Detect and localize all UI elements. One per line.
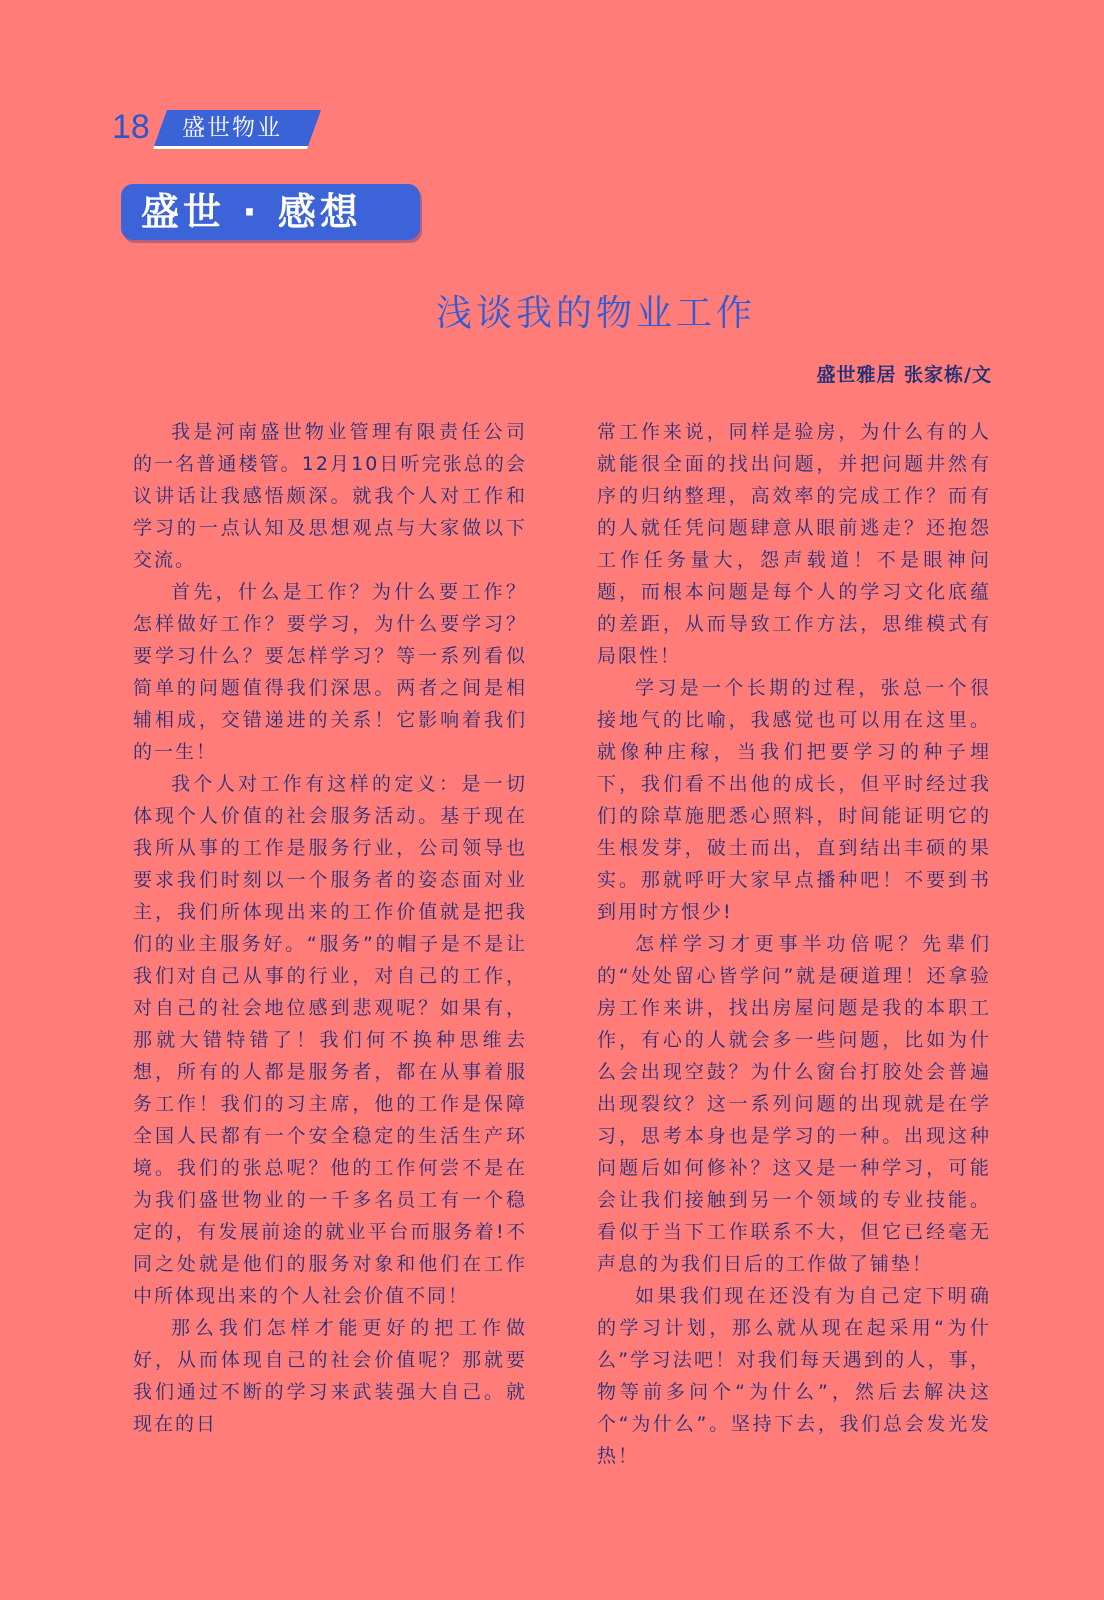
- right-column: [597, 416, 991, 1472]
- paragraph: 我个人对工作有这样的定义：是一切体现个人价值的社会服务活动。基于现在我所从事的工作是服务行业，公司领导也要求我们时刻以一个服务者的姿态面对业主，我们所体现出来的工作价值就是把我们的业主服务好。“服务”的帽子是不是让我们对自己从事的行业，对自己的工作，对自己的社会地位感到悲观呢？如果有，那就大错特错了！我们何不换种思维去想，所有的人都是服务者，都在从事着服务工作！我们的习主席，他的工作是保障全国人民都有一个安全稳定的生活生产环境。我们的张总呢？他的工作何尝不是在为我们盛世物业的一千多名员工有一个稳定的，有发展前途的就业平台而服务着!不同之处就是他们的服务对象和他们在工作中所体现出来的个人社会价值不同！: [133, 773, 527, 1307]
- paragraph: 我是河南盛世物业管理有限责任公司的一名普通楼管。12月10日听完张总的会议讲话让我感悟颇深。就我个人对工作和学习的一点认知及思想观点与大家做以下交流。: [133, 421, 527, 571]
- paragraph: 学习是一个长期的过程，张总一个很接地气的比喻，我感觉也可以用在这里。就像种庄稼，当我们把要学习的种子埋下，我们看不出他的成长，但平时经过我们的除草施肥悉心照料，时间能证明它的生根发芽，破土而出，直到结出丰硕的果实。那就呼吁大家早点播种吧！不要到书到用时方恨少!: [597, 677, 991, 923]
- paragraph-continuation: 常工作来说，同样是验房，为什么有的人就能很全面的找出问题，并把问题井然有序的归纳整理，高效率的完成工作？而有的人就任凭问题肆意从眼前逃走？还抱怨工作任务量大，怨声载道！不是眼神问题，而根本问题是每个人的学习文化底蕴的差距，从而导致工作方法，思维模式有局限性！: [597, 421, 991, 667]
- paragraph: 那么我们怎样才能更好的把工作做好，从而体现自己的社会价值呢？那就要我们通过不断的学习来武装强大自己。就现在的日: [133, 1317, 527, 1435]
- paragraph: 首先，什么是工作？为什么要工作？怎样做好工作？要学习，为什么要学习？要学习什么？要怎样学习？等一系列看似简单的问题值得我们深思。两者之间是相辅相成，交错递进的关系！它影响着我们的一生！: [133, 581, 527, 763]
- article-title: 浅谈我的物业工作: [435, 293, 756, 334]
- section-title: 盛世 · 感想: [141, 190, 362, 234]
- magazine-title: 盛世物业: [182, 115, 282, 141]
- article-byline: 盛世雅居 张家栋/文: [816, 364, 992, 386]
- page-number: 18: [112, 108, 150, 146]
- paragraph: 怎样学习才更事半功倍呢？先辈们的“处处留心皆学问”就是硬道理！还拿验房工作来讲，找出房屋问题是我的本职工作，有心的人就会多一些问题，比如为什么会出现空鼓？为什么窗台打胶处会普遍出现裂纹？这一系列问题的出现就是在学习，思考本身也是学习的一种。出现这种问题后如何修补？这又是一种学习，可能会让我们接触到另一个领域的专业技能。看似于当下工作联系不大，但它已经毫无声息的为我们日后的工作做了铺垫！: [597, 933, 991, 1275]
- paragraph: 如果我们现在还没有为自己定下明确的学习计划，那么就从现在起采用“为什么”学习法吧！对我们每天遇到的人，事，物等前多问个“为什么”，然后去解决这个“为什么”。坚持下去，我们总会发光发热！: [597, 1285, 991, 1467]
- left-column: [133, 416, 527, 1440]
